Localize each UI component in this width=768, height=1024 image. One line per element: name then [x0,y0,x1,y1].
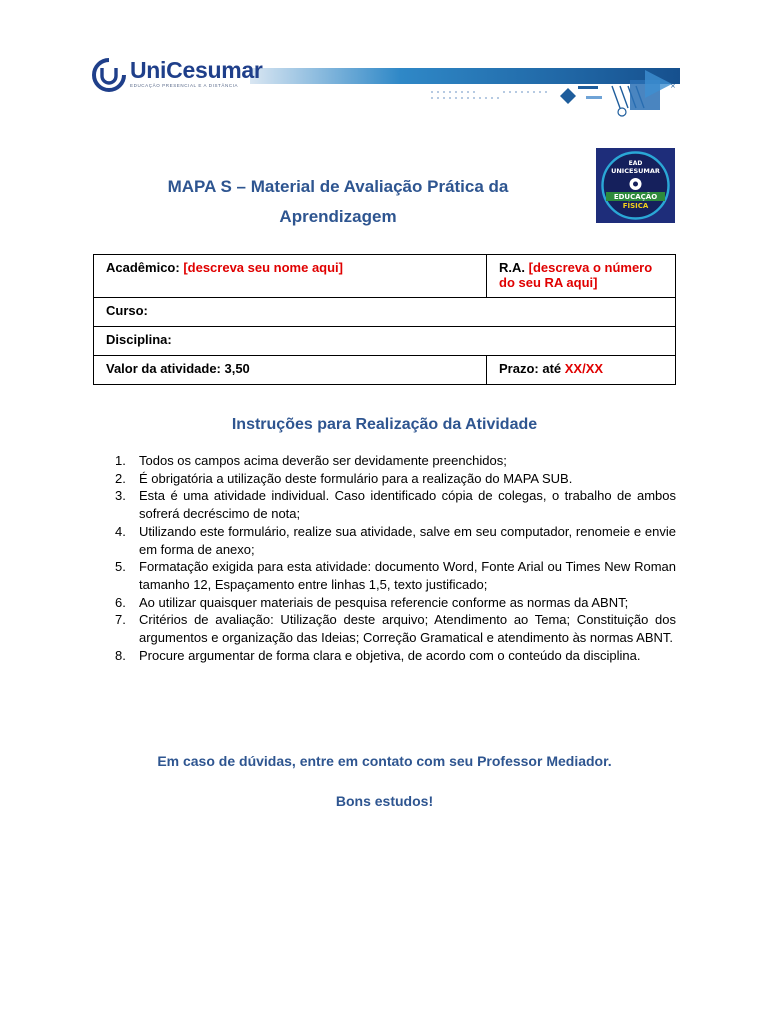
instruction-number: 3. [115,488,126,504]
title-line-2: Aprendizagem [279,207,397,226]
instruction-number: 4. [115,523,126,539]
ra-cell[interactable] [487,255,676,298]
prazo-cell [487,356,676,385]
valor-label: Valor da atividade: 3,50 [106,361,250,376]
prazo-label: Prazo: até [499,361,562,376]
academico-cell[interactable] [94,255,487,298]
title-line-1: MAPA S – Material de Avaliação Prática da [167,177,509,196]
academico-label: Acadêmico: [106,260,180,275]
instructions-title: Instruções para Realização da Atividade [231,416,538,433]
badge-course-line2: FÍSICA [622,202,649,210]
instruction-item [93,487,676,522]
ead-education-badge [596,148,675,223]
instruction-text: Procure argumentar de forma clara e objetiva, de acordo com o conteúdo da disciplina. [139,647,641,663]
ra-label: R.A. [499,260,525,275]
student-info-table [93,254,676,385]
academico-value: [descreva seu nome aqui] [183,260,343,275]
instruction-number: 2. [115,470,126,486]
instruction-text: Esta é uma atividade individual. Caso identificado cópia de colegas, o trabalho de ambos sofrerá decréscimo de nota; [139,488,676,522]
disciplina-label: Disciplina: [106,332,172,347]
brand-name: UniCesumar [130,57,263,83]
svg-text:×: × [670,82,676,90]
instruction-item [93,594,676,612]
instruction-item [93,558,676,593]
instruction-text: É obrigatória a utilização deste formulário para a realização do MAPA SUB. [139,470,573,486]
instruction-item [93,452,676,470]
unicesumar-logo [92,58,263,92]
curso-label: Curso: [106,303,148,318]
valor-cell [94,356,487,385]
instruction-item [93,523,676,558]
closing-note: Bons estudos! [335,793,434,809]
contact-note: Em caso de dúvidas, entre em contato com seu Professor Mediador. [157,753,612,769]
badge-top-text: EAD [628,160,643,167]
instructions-list [93,452,676,664]
instruction-number: 8. [115,647,126,663]
instruction-number: 7. [115,612,126,628]
brand-tagline: EDUCAÇÃO PRESENCIAL E A DISTÂNCIA [130,83,239,88]
instruction-text: Formatação exigida para esta atividade: documento Word, Fonte Arial ou Times New Roman tamanho 12, Espaçamento entre linhas 1,5, texto justificado; [139,559,676,592]
prazo-value: XX/XX [564,361,604,376]
curso-cell[interactable] [94,298,676,327]
badge-brand-text: UNICESUMAR [611,167,660,175]
instruction-number: 5. [115,559,126,575]
instruction-text: Ao utilizar quaisquer materiais de pesquisa referencie conforme as normas da ABNT; [139,594,629,610]
instruction-number: 1. [115,453,126,468]
instruction-text: Utilizando este formulário, realize sua atividade, salve em seu computador, renomeie e envie em forma de anexo; [139,523,676,557]
badge-course-line1: EDUCAÇÃO [613,193,658,201]
ra-value: [descreva o número do seu RA aqui] [499,260,653,290]
instruction-number: 6. [115,594,126,610]
instruction-item [93,470,676,488]
instruction-text: Todos os campos acima deverão ser devidamente preenchidos; [139,453,507,468]
document-title [110,172,566,232]
disciplina-cell[interactable] [94,327,676,356]
unicesumar-logo-icon [92,58,126,92]
instruction-item [93,647,676,665]
document-header [0,0,768,130]
instruction-text: Critérios de avaliação: Utilização deste arquivo; Atendimento ao Tema; Constituição dos argumentos e organização das Ideias; Correção Gramatical e atendimento às normas ABNT. [139,612,676,646]
instruction-item [93,611,676,646]
